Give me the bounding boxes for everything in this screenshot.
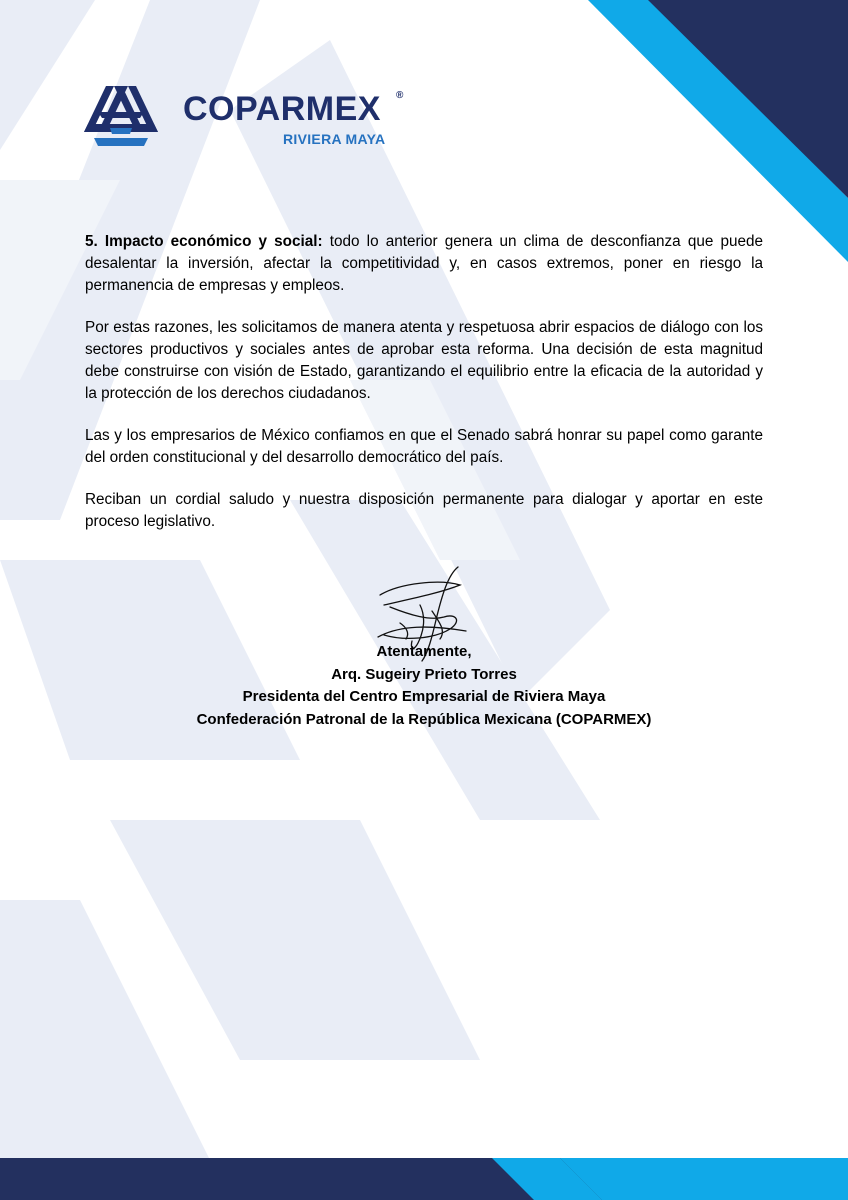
signer-name: Arq. Sugeiry Prieto Torres bbox=[331, 665, 517, 683]
coparmex-logo bbox=[84, 84, 414, 154]
signer-position: Presidenta del Centro Empresarial de Riviera Maya bbox=[242, 688, 606, 705]
footer-cyan-block bbox=[560, 1158, 848, 1200]
signer-organization: Confederación Patronal de la República Mexicana (COPARMEX) bbox=[196, 710, 652, 728]
closing-block bbox=[0, 641, 848, 731]
brand-subtitle: RIVIERA MAYA bbox=[283, 131, 386, 147]
greeting-paragraph: Reciban un cordial saludo y nuestra disposición permanente para dialogar y aportar en este proceso legislativo. bbox=[85, 491, 763, 530]
confidence-paragraph: Las y los empresarios de México confiamos en que el Senado sabrá honrar su papel como garante del orden constitucional y del desarrollo democrático del país. bbox=[85, 427, 763, 466]
closing-salutation: Atentamente, bbox=[376, 643, 472, 660]
letter-body bbox=[85, 231, 763, 553]
brand-name: COPARMEX bbox=[183, 90, 381, 128]
point-5-heading: 5. Impacto económico y social: bbox=[85, 233, 323, 250]
point-5-text: todo lo anterior genera un clima de desconfianza que puede desalentar la inversión, afectar la competitividad y, en casos extremos, poner en riesgo la permanencia de empresas y empleos. bbox=[85, 233, 764, 294]
coparmex-logo-icon bbox=[84, 84, 158, 150]
registered-mark: ® bbox=[396, 90, 404, 101]
point-5-paragraph bbox=[85, 231, 763, 297]
request-paragraph: Por estas razones, les solicitamos de manera atenta y respetuosa abrir espacios de diálogo con los sectores productivos y sociales antes de aprobar esta reforma. Una decisión de esta magnitud debe construirse con visión de Estado, garantizando el equilibrio entre la eficacia de la autoridad y la protección de los derechos ciudadanos. bbox=[85, 319, 763, 402]
